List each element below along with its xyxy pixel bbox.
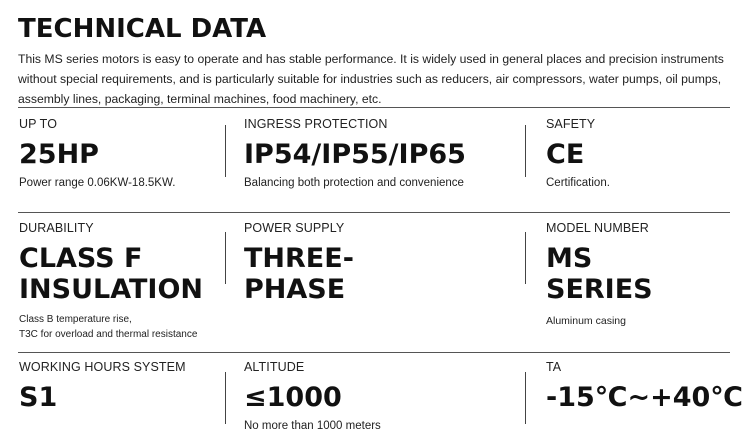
spec-safety xyxy=(546,117,610,190)
spec-label: SAFETY xyxy=(546,117,596,131)
spec-label: TA xyxy=(546,360,562,374)
divider xyxy=(18,107,730,108)
spec-value-line: PHASE xyxy=(244,274,346,305)
spec-label: INGRESS PROTECTION xyxy=(244,117,388,131)
spec-value: S1 xyxy=(19,382,58,413)
column-divider xyxy=(225,372,226,424)
spec-description-line: Class B temperature rise, xyxy=(19,314,132,325)
spec-altitude xyxy=(244,360,381,433)
intro-paragraph: This MS series motors is easy to operate and has stable performance. It is widely used in general places and precision instruments without special requirements, and is particularly suitable for industries such as reducers, air compressors, water pumps, oil pumps, assembly lines, packaging, terminal machines, food machinery, etc. xyxy=(18,52,724,106)
spec-description-line: T3C for overload and thermal resistance xyxy=(19,329,198,340)
spec-value-line: CLASS F xyxy=(19,243,143,274)
spec-label: DURABILITY xyxy=(19,221,94,235)
spec-description: Certification. xyxy=(546,177,610,189)
spec-description: No more than 1000 meters xyxy=(244,420,381,432)
column-divider xyxy=(225,125,226,177)
spec-value xyxy=(19,243,203,305)
divider xyxy=(18,352,730,353)
divider xyxy=(18,212,730,213)
spec-label: UP TO xyxy=(19,117,58,131)
spec-value xyxy=(546,243,653,305)
spec-description xyxy=(19,312,203,342)
spec-ingress-protection xyxy=(244,117,466,190)
spec-description: Balancing both protection and convenience xyxy=(244,177,464,189)
spec-value-line: SERIES xyxy=(546,274,653,305)
spec-durability xyxy=(19,221,203,342)
spec-label: WORKING HOURS SYSTEM xyxy=(19,360,186,374)
spec-value: ≤1000 xyxy=(244,382,342,413)
spec-value-line: MS xyxy=(546,243,593,274)
spec-model-number xyxy=(546,221,653,328)
column-divider xyxy=(525,232,526,284)
spec-power-supply xyxy=(244,221,354,305)
spec-working-hours xyxy=(19,360,186,413)
spec-description: Power range 0.06KW-18.5KW. xyxy=(19,177,176,189)
spec-value: IP54/IP55/IP65 xyxy=(244,139,466,170)
page-title: TECHNICAL DATA xyxy=(18,14,267,44)
spec-value-line: THREE- xyxy=(244,243,354,274)
spec-value: -15℃~+40℃ xyxy=(546,382,743,413)
spec-value xyxy=(244,243,354,305)
spec-label: POWER SUPPLY xyxy=(244,221,345,235)
column-divider xyxy=(225,232,226,284)
spec-value-line: INSULATION xyxy=(19,274,204,305)
column-divider xyxy=(525,125,526,177)
spec-ta xyxy=(546,360,743,413)
spec-value: CE xyxy=(546,139,585,170)
spec-label: MODEL NUMBER xyxy=(546,221,649,235)
spec-label: ALTITUDE xyxy=(244,360,305,374)
column-divider xyxy=(525,372,526,424)
spec-up-to xyxy=(19,117,175,190)
spec-value: 25HP xyxy=(19,139,99,170)
spec-description: Aluminum casing xyxy=(546,315,626,327)
